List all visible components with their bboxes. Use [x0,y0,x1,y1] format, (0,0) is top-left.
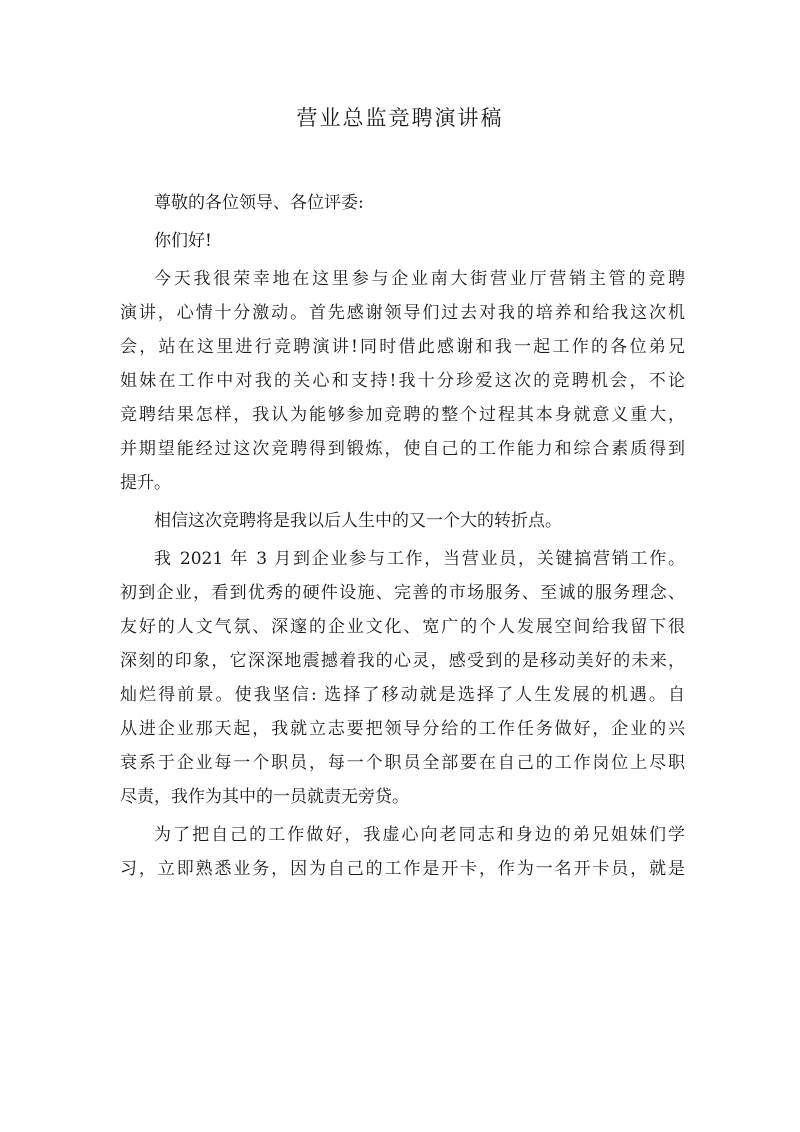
text-line: 衰系于企业每一个职员，每一个职员全部要在自己的工作岗位上尽职 [120,753,685,773]
paragraph-experience [120,542,685,814]
text-line: 深刻的印象，它深深地震撼着我的心灵，感受到的是移动美好的未来， [120,651,685,671]
text-line: 友好的人文气氛、深邃的企业文化、宽广的个人发展空间给我留下很 [120,617,685,637]
text-line: 会，站在这里进行竞聘演讲!同时借此感谢和我一起工作的各位弟兄 [120,337,685,357]
text-line: 为了把自己的工作做好，我虚心向老同志和身边的弟兄姐妹们学 [154,825,685,845]
page-title: 营业总监竞聘演讲稿 [296,106,504,130]
text-line: 我 2021 年 3 月到企业参与工作，当营业员，关键搞营销工作。 [154,549,685,569]
text-line: 习，立即熟悉业务，因为自己的工作是开卡，作为一名开卡员，就是 [120,859,685,879]
paragraph-turning-point [120,504,685,538]
paragraph-salutation [120,186,685,220]
text-line: 姐妹在工作中对我的关心和支持!我十分珍爱这次的竞聘机会，不论 [120,371,685,391]
document-body [120,186,685,890]
text-line: 并期望能经过这次竞聘得到锻炼，使自己的工作能力和综合素质得到 [120,439,685,459]
text-line: 尊敬的各位领导、各位评委: [154,193,364,213]
text-line: 灿烂得前景。使我坚信: 选择了移动就是选择了人生发展的机遇。自 [120,685,685,705]
text-line: 尽责，我作为其中的一员就责无旁贷。 [120,787,409,807]
text-line: 今天我很荣幸地在这里参与企业南大街营业厅营销主管的竞聘 [154,269,685,289]
text-line: 初到企业，看到优秀的硬件设施、完善的市场服务、至诚的服务理念、 [120,583,685,603]
text-line: 提升。 [120,473,171,493]
paragraph-learning [120,818,685,886]
text-line: 演讲，心情十分激动。首先感谢领导们过去对我的培养和给我这次机 [120,303,685,323]
text-line: 从进企业那天起，我就立志要把领导分给的工作任务做好，企业的兴 [120,719,685,739]
paragraph-introduction [120,262,685,500]
text-line: 相信这次竞聘将是我以后人生中的又一个大的转折点。 [154,511,562,531]
text-line: 你们好! [154,231,212,251]
text-line: 竞聘结果怎样，我认为能够参加竞聘的整个过程其本身就意义重大， [120,405,685,425]
paragraph-greeting [120,224,685,258]
